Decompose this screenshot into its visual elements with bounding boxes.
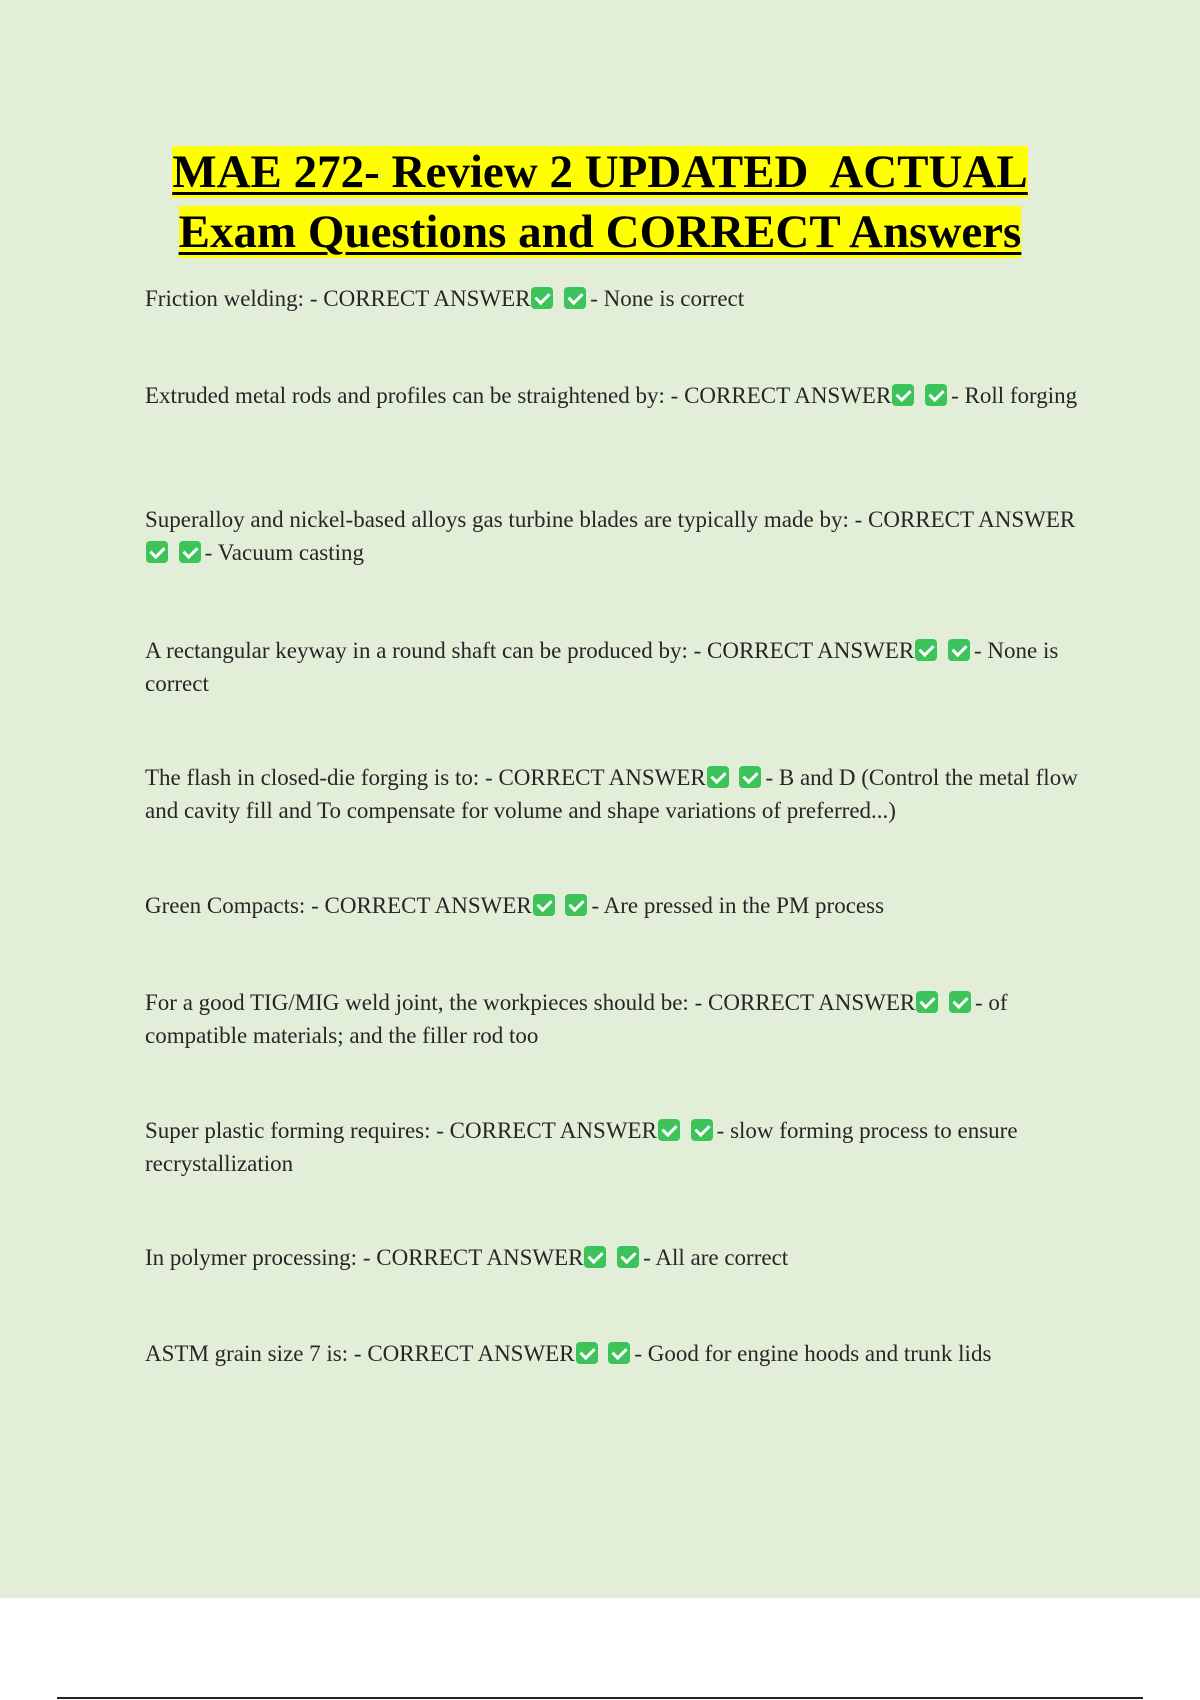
question-text: ASTM grain size 7 is: [145, 1341, 349, 1366]
correct-answer-marker: - CORRECT ANSWER [694, 990, 916, 1015]
question-text: A rectangular keyway in a round shaft can be produced by: [145, 638, 688, 663]
correct-answer-marker: - CORRECT ANSWER [693, 638, 915, 663]
correct-answer-marker: - CORRECT ANSWER [362, 1245, 584, 1270]
check-box-icon [691, 1119, 713, 1141]
correct-answer-marker: - CORRECT ANSWER [311, 893, 532, 918]
answer-text: - B and D (Control the metal flow and cavity fill and To compensate for volume and shape variations of preferred...) [145, 765, 1078, 823]
correct-answer-marker: - CORRECT ANSWER [436, 1118, 657, 1143]
question-text: Extruded metal rods and profiles can be straightened by: [145, 383, 665, 408]
check-box-icon [707, 766, 729, 788]
qa-item [145, 634, 1090, 700]
title-line-1: MAE 272- Review 2 UPDATED ACTUAL [172, 146, 1028, 198]
question-text: Green Compacts: [145, 893, 306, 918]
check-box-icon [739, 766, 761, 788]
question-text: Superalloy and nickel-based alloys gas turbine blades are typically made by: [145, 507, 849, 532]
correct-answer-marker: - CORRECT ANSWER [485, 765, 706, 790]
qa-item [145, 889, 1090, 922]
correct-answer-marker: - CORRECT ANSWER [670, 383, 892, 408]
qa-item [145, 379, 1090, 412]
check-box-icon [565, 894, 587, 916]
check-box-icon [949, 991, 971, 1013]
check-box-icon [948, 639, 970, 661]
check-box-icon [564, 287, 586, 309]
check-box-icon [915, 639, 937, 661]
qa-item [145, 986, 1090, 1052]
answer-text: - Good for engine hoods and trunk lids [634, 1341, 992, 1366]
check-box-icon [617, 1246, 639, 1268]
check-box-icon [179, 541, 201, 563]
question-text: For a good TIG/MIG weld joint, the workpieces should be: [145, 990, 689, 1015]
answer-text: - None is correct [590, 286, 745, 311]
check-box-icon [608, 1342, 630, 1364]
question-text: Friction welding: [145, 286, 305, 311]
check-box-icon [533, 894, 555, 916]
qa-item [145, 1241, 1090, 1274]
question-text: Super plastic forming requires: [145, 1118, 431, 1143]
qa-item [145, 503, 1090, 569]
check-box-icon [925, 384, 947, 406]
check-box-icon [916, 991, 938, 1013]
check-box-icon [658, 1119, 680, 1141]
answer-text: - slow forming process to ensure recrystallization [145, 1118, 1018, 1176]
check-box-icon [146, 541, 168, 563]
document-title [0, 142, 1200, 262]
question-text: The flash in closed-die forging is to: [145, 765, 480, 790]
correct-answer-marker: - CORRECT ANSWER [309, 286, 531, 311]
check-box-icon [531, 287, 553, 309]
footer-divider [57, 1697, 1143, 1699]
check-box-icon [584, 1246, 606, 1268]
answer-text: - Roll forging [951, 383, 1078, 408]
correct-answer-marker: - CORRECT ANSWER [854, 507, 1076, 532]
qa-item [145, 761, 1090, 827]
check-box-icon [576, 1342, 598, 1364]
qa-item [145, 1337, 1090, 1370]
answer-text: - All are correct [643, 1245, 789, 1270]
answer-text: - None is correct [145, 638, 1059, 696]
qa-item [145, 1114, 1090, 1180]
qa-item [145, 282, 1090, 315]
question-text: In polymer processing: [145, 1245, 358, 1270]
correct-answer-marker: - CORRECT ANSWER [353, 1341, 575, 1366]
answer-text: - of compatible materials; and the filler rod too [145, 990, 1008, 1048]
answer-text: - Vacuum casting [204, 540, 365, 565]
title-line-2: Exam Questions and CORRECT Answers [178, 206, 1022, 258]
answer-text: - Are pressed in the PM process [591, 893, 885, 918]
check-box-icon [892, 384, 914, 406]
